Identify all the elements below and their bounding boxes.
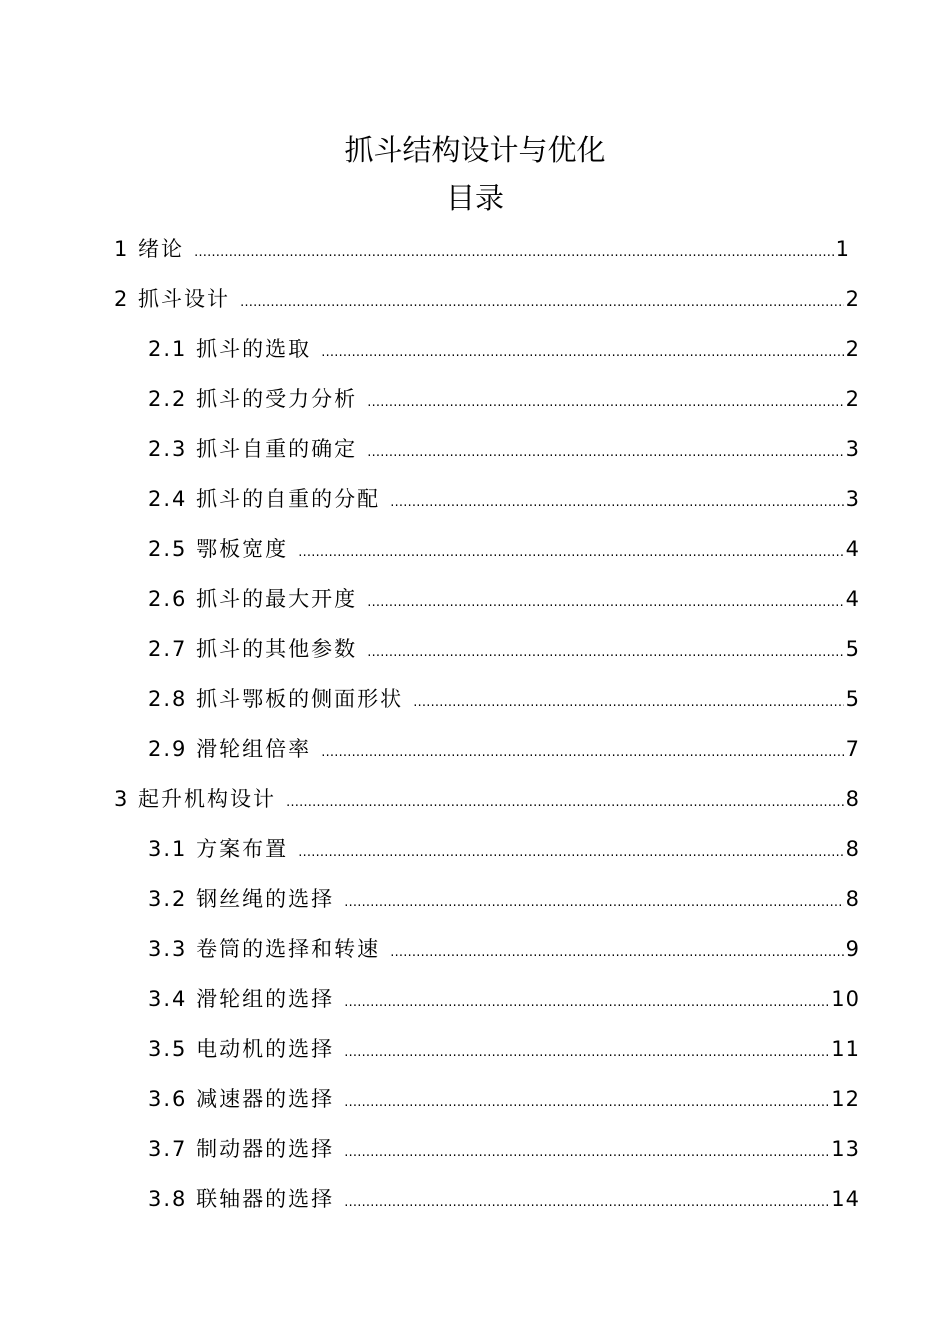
toc-entry-page: 4 xyxy=(845,587,860,611)
toc-entry[interactable] xyxy=(148,934,860,964)
toc-entry-label: 1 绪论 xyxy=(114,237,185,261)
toc-dot-leader xyxy=(344,1088,829,1114)
toc-dot-leader xyxy=(413,688,844,714)
toc-entry-label: 3.1 方案布置 xyxy=(148,837,289,861)
toc-entry-label: 2.4 抓斗的自重的分配 xyxy=(148,487,381,511)
toc-entry[interactable] xyxy=(148,684,860,714)
toc-heading: 目录 xyxy=(445,181,504,215)
toc-entry[interactable] xyxy=(148,584,860,614)
toc-entry[interactable] xyxy=(114,284,860,314)
toc-entry-page: 8 xyxy=(845,887,860,911)
toc-dot-leader xyxy=(344,888,844,914)
toc-entry-label: 3.8 联轴器的选择 xyxy=(148,1187,335,1211)
toc-dot-leader xyxy=(344,1188,829,1214)
toc-entry[interactable] xyxy=(148,1134,860,1164)
toc-entry[interactable] xyxy=(148,834,860,864)
toc-entry[interactable] xyxy=(148,884,860,914)
toc-entry-label: 2.1 抓斗的选取 xyxy=(148,337,312,361)
toc-dot-leader xyxy=(367,388,844,414)
toc-entry-page: 7 xyxy=(845,737,860,761)
toc-entry-page: 1 xyxy=(835,237,850,261)
toc-entry[interactable] xyxy=(114,234,850,264)
toc-dot-leader xyxy=(298,538,844,564)
toc-entry-label: 3.2 钢丝绳的选择 xyxy=(148,887,335,911)
toc-entry-label: 3 起升机构设计 xyxy=(114,787,277,811)
toc-entry-page: 2 xyxy=(845,287,860,311)
toc-entry[interactable] xyxy=(148,1184,860,1214)
toc-entry-page: 4 xyxy=(845,537,860,561)
toc-dot-leader xyxy=(240,288,844,314)
toc-entry[interactable] xyxy=(148,1084,860,1114)
toc-dot-leader xyxy=(390,488,844,514)
toc-entry-page: 3 xyxy=(845,487,860,511)
toc-entry-page: 11 xyxy=(831,1037,860,1061)
toc-dot-leader xyxy=(344,1038,829,1064)
toc-entry[interactable] xyxy=(148,634,860,664)
toc-entry-page: 12 xyxy=(831,1087,860,1111)
toc-dot-leader xyxy=(390,938,844,964)
toc-dot-leader xyxy=(367,638,844,664)
toc-entry-label: 3.6 减速器的选择 xyxy=(148,1087,335,1111)
toc-entry[interactable] xyxy=(148,984,860,1014)
toc-entry[interactable] xyxy=(148,484,860,514)
toc-entry-page: 5 xyxy=(845,687,860,711)
toc-entry-page: 3 xyxy=(845,437,860,461)
toc-entry-page: 8 xyxy=(845,837,860,861)
toc-dot-leader xyxy=(367,588,844,614)
toc-entry-label: 3.4 滑轮组的选择 xyxy=(148,987,335,1011)
toc-entry[interactable] xyxy=(114,784,860,814)
toc-dot-leader xyxy=(367,438,844,464)
toc-entry-page: 13 xyxy=(831,1137,860,1161)
toc-entry[interactable] xyxy=(148,1034,860,1064)
toc-entry-page: 2 xyxy=(845,387,860,411)
toc-entry-label: 3.3 卷筒的选择和转速 xyxy=(148,937,381,961)
toc-entry-label: 2.6 抓斗的最大开度 xyxy=(148,587,358,611)
toc-entry[interactable] xyxy=(148,434,860,464)
toc-entry[interactable] xyxy=(148,334,860,364)
toc-entry-label: 3.5 电动机的选择 xyxy=(148,1037,335,1061)
toc-entry-page: 8 xyxy=(845,787,860,811)
toc-entry-label: 2.3 抓斗自重的确定 xyxy=(148,437,358,461)
toc-entry-label: 3.7 制动器的选择 xyxy=(148,1137,335,1161)
toc-entry-page: 9 xyxy=(845,937,860,961)
toc-dot-leader xyxy=(194,238,834,264)
toc-entry-page: 14 xyxy=(831,1187,860,1211)
toc-entry-page: 5 xyxy=(845,637,860,661)
toc-entry-label: 2.5 鄂板宽度 xyxy=(148,537,289,561)
toc-dot-leader xyxy=(344,988,829,1014)
toc-dot-leader xyxy=(286,788,844,814)
toc-entry-page: 10 xyxy=(831,987,860,1011)
toc-entry-label: 2.9 滑轮组倍率 xyxy=(148,737,312,761)
document-title: 抓斗结构设计与优化 xyxy=(344,133,606,167)
toc-entry[interactable] xyxy=(148,384,860,414)
toc-entry-label: 2.8 抓斗鄂板的侧面形状 xyxy=(148,687,404,711)
toc-dot-leader xyxy=(344,1138,829,1164)
toc-entry-label: 2 抓斗设计 xyxy=(114,287,231,311)
toc-entry-label: 2.7 抓斗的其他参数 xyxy=(148,637,358,661)
toc-entry-page: 2 xyxy=(845,337,860,361)
toc-dot-leader xyxy=(321,738,844,764)
toc-entry-label: 2.2 抓斗的受力分析 xyxy=(148,387,358,411)
toc-dot-leader xyxy=(298,838,844,864)
toc-entry[interactable] xyxy=(148,534,860,564)
toc-entry[interactable] xyxy=(148,734,860,764)
toc-dot-leader xyxy=(321,338,844,364)
